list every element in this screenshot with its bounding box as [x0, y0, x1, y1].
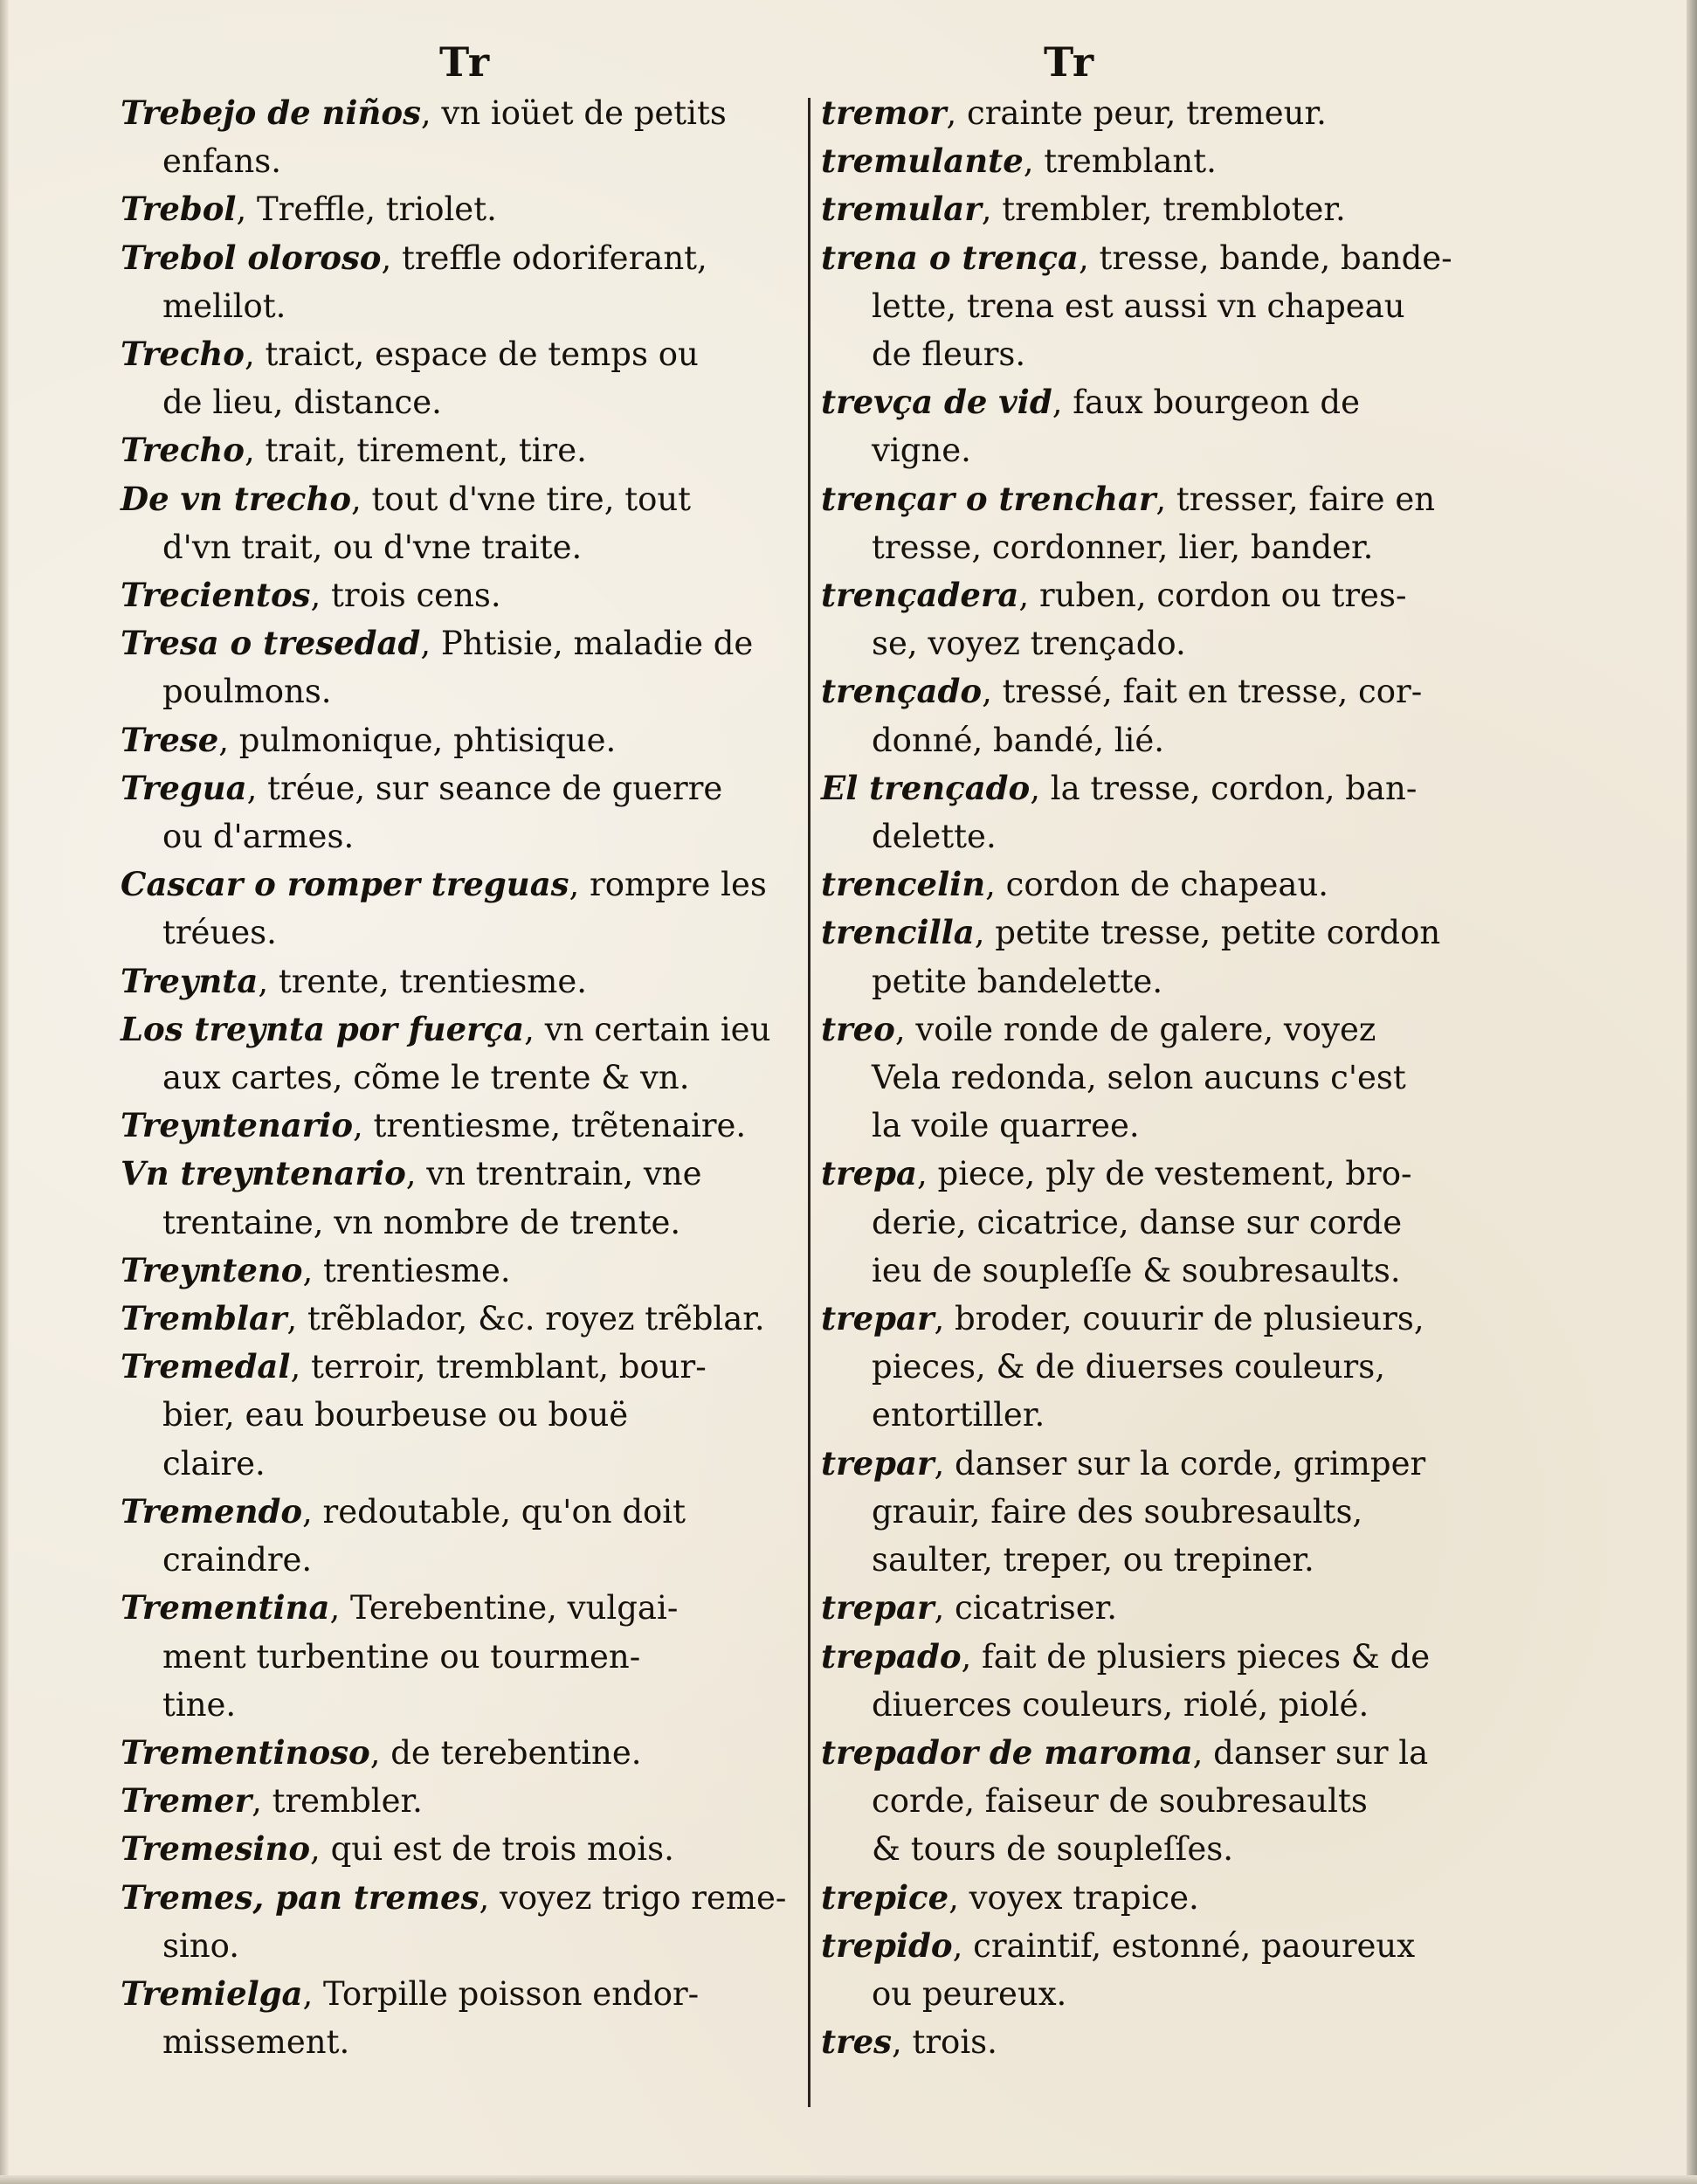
page-bottom-edge: [0, 2175, 1697, 2184]
entry-definition-line: , faux bourgeon de: [1052, 384, 1360, 422]
entry-definition-line: ieu de soupleſſe & soubresaults.: [872, 1251, 1401, 1289]
entry-definition-line: , trembler, trembloter.: [981, 190, 1346, 229]
dictionary-entry: [121, 957, 793, 1006]
entry-definition-line: enfans.: [162, 142, 282, 181]
entry-definition-line: , trembler.: [252, 1782, 423, 1821]
entry-definition-line: , redoutable, qu'on doit: [302, 1492, 686, 1531]
entry-definition-line: se, voyez trençado.: [872, 625, 1186, 663]
entry-definition-line: , Terebentine, vulgai-: [329, 1589, 679, 1628]
dictionary-entry: [821, 1150, 1511, 1295]
entry-definition-line: , trente, trentiesme.: [258, 962, 588, 1000]
entry-definition-line: , Phtisie, maladie de: [420, 625, 754, 663]
entry-definition-line: trentaine, vn nombre de trente.: [162, 1203, 681, 1241]
dictionary-entry: [121, 1102, 793, 1150]
dictionary-entry: [821, 378, 1511, 474]
entry-definition-line: , pulmonique, phtisique.: [218, 721, 617, 759]
entry-definition-line: tresse, cordonner, lier, bander.: [872, 528, 1374, 566]
dictionary-entry: [821, 860, 1511, 909]
entry-headword: tremular: [821, 190, 982, 229]
entry-definition-line: bier, eau bourbeuse ou bouë: [162, 1396, 629, 1434]
dictionary-entry: [121, 185, 793, 233]
entry-definition-line: vigne.: [872, 432, 971, 470]
dictionary-entry: [121, 1343, 793, 1488]
entry-headword: trepice: [821, 1877, 949, 1917]
dictionary-entry: [121, 1970, 793, 2066]
entry-definition-line: , trois cens.: [310, 577, 501, 615]
entry-headword: Tremielga: [121, 1973, 303, 2013]
dictionary-entry: [121, 1295, 793, 1343]
entry-headword: Cascar o romper treguas: [121, 865, 569, 904]
entry-definition-line: , broder, couurir de plusieurs,: [934, 1300, 1425, 1338]
entry-headword: tres: [821, 2022, 892, 2062]
entry-headword: trençado: [821, 672, 983, 711]
entry-definition-line: , treffle odoriferant,: [381, 238, 707, 277]
entry-definition-line: , tresse, bande, bande-: [1078, 238, 1452, 277]
entry-definition-line: pieces, & de diuerses couleurs,: [872, 1348, 1385, 1386]
entry-definition-line: , terroir, tremblant, bour-: [290, 1348, 707, 1386]
entry-headword: Tremedal: [121, 1347, 291, 1386]
entry-definition-line: petite bandelette.: [872, 962, 1163, 1000]
right-column: [821, 35, 1511, 2066]
dictionary-entry: [821, 909, 1511, 1005]
dictionary-entry: [821, 1922, 1511, 2018]
entry-definition-line: , vn trentrain, vne: [405, 1155, 702, 1193]
entry-definition-line: , trait, tirement, tire.: [244, 432, 587, 470]
entry-definition-line: , tressé, fait en tresse, cor-: [982, 673, 1423, 711]
entry-definition-line: Vela redonda, selon aucuns c'est: [872, 1059, 1406, 1097]
entry-definition-line: craindre.: [162, 1541, 313, 1579]
entry-headword: Tremes, pan tremes: [121, 1877, 479, 1917]
entry-definition-line: saulter, treper, ou trepiner.: [872, 1541, 1314, 1579]
dictionary-entry: [121, 1488, 793, 1584]
dictionary-entry: [121, 619, 793, 715]
entry-definition-line: melilot.: [162, 287, 286, 325]
dictionary-entry: [821, 475, 1511, 571]
entry-definition-line: , danser sur la: [1192, 1733, 1429, 1772]
entry-headword: trençadera: [821, 576, 1019, 615]
entry-headword: trepa: [821, 1154, 917, 1193]
entry-definition-line: , traict, espace de temps ou: [244, 335, 699, 374]
entry-definition-line: , cicatriser.: [934, 1589, 1117, 1628]
dictionary-entry: [121, 330, 793, 426]
dictionary-entry: [121, 234, 793, 330]
column-divider: [808, 98, 811, 2107]
entry-definition-line: , tout d'vne tire, tout: [351, 480, 692, 518]
entry-headword: trena o trença: [821, 238, 1079, 277]
dictionary-entry: [821, 1440, 1511, 1585]
entry-definition-line: , trẽblador, &c. royez trẽblar.: [286, 1300, 765, 1338]
entry-definition-line: , voyez trigo reme-: [479, 1878, 787, 1917]
entry-definition-line: , Treffle, triolet.: [236, 190, 497, 229]
dictionary-entry: [121, 89, 793, 185]
entry-headword: Tresa o tresedad: [121, 624, 421, 663]
dictionary-entry: [821, 234, 1511, 379]
entry-definition-line: delette.: [872, 818, 997, 856]
entry-definition-line: poulmons.: [162, 673, 332, 711]
entry-headword: Tremer: [121, 1781, 252, 1821]
running-header-left: Tr: [439, 38, 492, 86]
entry-definition-line: , tremblant.: [1023, 142, 1217, 181]
entry-definition-line: & tours de soupleſſes.: [872, 1830, 1233, 1869]
entry-definition-line: missement.: [162, 2023, 350, 2062]
entry-definition-line: , craintif, estonné, paoureux: [952, 1926, 1416, 1965]
dictionary-entry: [821, 1633, 1511, 1729]
page-right-edge: [1687, 0, 1697, 2184]
entry-definition-line: , voyex trapice.: [949, 1878, 1199, 1917]
entry-definition-line: , ruben, cordon ou tres-: [1018, 577, 1407, 615]
entry-headword: Vn treyntenario: [121, 1154, 406, 1193]
dictionary-entry: [121, 1729, 793, 1777]
entry-headword: Trementinoso: [121, 1732, 370, 1772]
entry-definition-line: , de terebentine.: [369, 1733, 642, 1772]
dictionary-entry: [821, 2018, 1511, 2066]
entry-headword: tremor: [821, 93, 947, 132]
entry-definition-line: , crainte peur, tremeur.: [946, 94, 1327, 132]
dictionary-entry: [121, 475, 793, 571]
entry-definition-line: , Torpille poisson endor-: [302, 1974, 700, 2013]
dictionary-entry: [821, 185, 1511, 233]
entry-definition-line: la voile quarree.: [872, 1107, 1140, 1145]
entry-headword: trepador de maroma: [821, 1732, 1193, 1772]
dictionary-entry: [121, 716, 793, 764]
entry-headword: trepido: [821, 1925, 953, 1965]
entry-headword: trençar o trenchar: [821, 479, 1156, 518]
dictionary-entry: [821, 764, 1511, 860]
entry-headword: trepado: [821, 1636, 962, 1676]
entry-definition-line: tréues.: [162, 914, 277, 952]
entry-definition-line: , danser sur la corde, grimper: [934, 1444, 1426, 1482]
dictionary-entry: [121, 1247, 793, 1295]
entry-definition-line: , rompre les: [569, 866, 767, 904]
entry-definition-line: , tréue, sur seance de guerre: [246, 769, 723, 807]
entry-definition-line: , vn certain ieu: [524, 1010, 771, 1048]
dictionary-entry: [821, 1874, 1511, 1922]
entry-headword: Treynteno: [121, 1250, 303, 1289]
entry-definition-line: de fleurs.: [872, 335, 1026, 374]
entry-headword: Tremesino: [121, 1829, 311, 1869]
entry-definition-line: entortiller.: [872, 1396, 1045, 1434]
dictionary-entry: [821, 1006, 1511, 1151]
entry-definition-line: , qui est de trois mois.: [310, 1830, 674, 1869]
entry-headword: trencelin: [821, 865, 986, 904]
entry-definition-line: aux cartes, cõme le trente & vn.: [162, 1059, 690, 1097]
page-left-edge: [0, 0, 9, 2184]
entry-headword: trepar: [821, 1588, 935, 1628]
entry-definition-line: derie, cicatrice, danse sur corde: [872, 1203, 1403, 1241]
entry-definition-line: sino.: [162, 1926, 240, 1965]
entry-definition-line: lette, trena est aussi vn chapeau: [872, 287, 1405, 325]
entry-headword: Trebejo de niños: [121, 93, 421, 132]
entry-headword: Trecho: [121, 431, 245, 470]
dictionary-entry: [821, 571, 1511, 667]
entry-headword: Tregua: [121, 768, 247, 807]
dictionary-entry: [821, 1729, 1511, 1874]
dictionary-entry: [121, 1584, 793, 1729]
entry-headword: trepar: [821, 1443, 935, 1482]
entry-headword: Trecientos: [121, 576, 311, 615]
entry-definition-line: , petite tresse, petite cordon: [974, 914, 1441, 952]
dictionary-entry: [121, 1777, 793, 1825]
left-entry-list: [121, 89, 793, 2066]
entry-definition-line: ou d'armes.: [162, 818, 355, 856]
dictionary-entry: [821, 667, 1511, 764]
dictionary-entry: [121, 1874, 793, 1970]
entry-headword: Treynta: [121, 961, 259, 1000]
entry-headword: Treyntenario: [121, 1106, 354, 1145]
dictionary-entry: [821, 89, 1511, 137]
entry-headword: Trebol: [121, 190, 237, 229]
entry-headword: treo: [821, 1009, 895, 1048]
right-entry-list: [821, 89, 1511, 2066]
entry-headword: tremulante: [821, 142, 1024, 181]
dictionary-entry: [821, 1295, 1511, 1440]
entry-headword: Trese: [121, 720, 219, 759]
left-column: [121, 35, 793, 2066]
entry-definition-line: ment turbentine ou tourmen-: [162, 1637, 641, 1676]
entry-headword: trepar: [821, 1299, 935, 1338]
dictionary-entry: [121, 571, 793, 619]
entry-definition-line: , fait de plusiers pieces & de: [961, 1637, 1431, 1676]
dictionary-entry: [821, 137, 1511, 185]
entry-headword: Los treynta por fuerça: [121, 1009, 525, 1048]
entry-headword: Tremendo: [121, 1491, 303, 1531]
entry-definition-line: corde, faiseur de soubresaults: [872, 1782, 1368, 1821]
entry-headword: Trecho: [121, 335, 245, 374]
dictionary-entry: [821, 1584, 1511, 1632]
entry-headword: Tremblar: [121, 1299, 287, 1338]
entry-headword: trencilla: [821, 913, 975, 952]
entry-definition-line: , cordon de chapeau.: [985, 866, 1329, 904]
entry-definition-line: donné, bandé, lié.: [872, 721, 1165, 759]
entry-headword: De vn trecho: [121, 479, 352, 518]
entry-headword: Trebol oloroso: [121, 238, 382, 277]
entry-definition-line: claire.: [162, 1444, 266, 1482]
entry-definition-line: , tresser, faire en: [1155, 480, 1436, 518]
entry-definition-line: , vn ioüet de petits: [420, 94, 727, 132]
dictionary-entry: [121, 1006, 793, 1102]
entry-headword: Trementina: [121, 1588, 330, 1628]
entry-definition-line: tine.: [162, 1685, 237, 1724]
entry-definition-line: grauir, faire des soubresaults,: [872, 1492, 1363, 1531]
dictionary-entry: [121, 764, 793, 860]
entry-definition-line: , trentiesme.: [302, 1251, 511, 1289]
entry-definition-line: , la tresse, cordon, ban-: [1030, 769, 1418, 807]
dictionary-entry: [121, 1150, 793, 1246]
entry-definition-line: , piece, ply de vestement, bro-: [916, 1155, 1412, 1193]
entry-definition-line: de lieu, distance.: [162, 384, 442, 422]
running-header-right: Tr: [1044, 38, 1096, 86]
entry-headword: trevça de vid: [821, 383, 1052, 422]
entry-definition-line: ou peureux.: [872, 1974, 1067, 2013]
dictionary-entry: [121, 1825, 793, 1873]
entry-definition-line: , trois.: [891, 2023, 997, 2062]
entry-definition-line: diuerces couleurs, riolé, piolé.: [872, 1685, 1369, 1724]
dictionary-entry: [121, 426, 793, 474]
entry-definition-line: , voile ronde de galere, voyez: [894, 1010, 1376, 1048]
dictionary-entry: [121, 860, 793, 957]
entry-definition-line: , trentiesme, trẽtenaire.: [353, 1107, 747, 1145]
entry-headword: El trençado: [821, 768, 1031, 807]
entry-definition-line: d'vn trait, ou d'vne traite.: [162, 528, 583, 566]
